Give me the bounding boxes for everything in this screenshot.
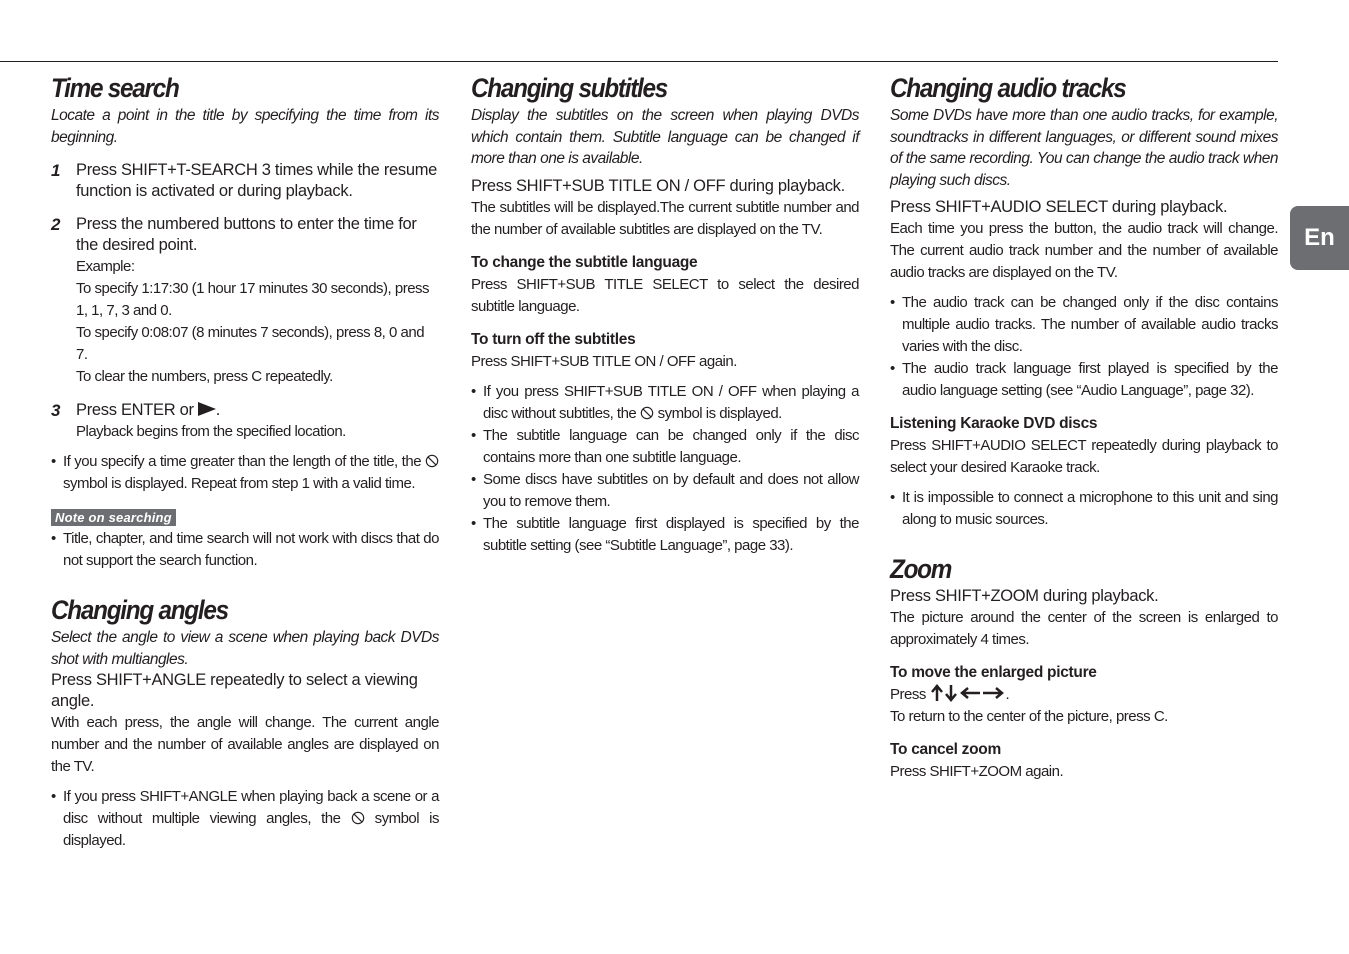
prohibited-icon [640,406,654,420]
time-search-heading: Time search [51,73,179,103]
audio-bullet: • The audio track language first played is specified by the audio language setting (see “Audio Language”, page 32). [890,358,1278,402]
move-picture-heading: To move the enlarged picture [890,664,1097,681]
time-search-intro: Locate a point in the title by specifying the time from its beginning. [51,107,439,146]
step-detail: To clear the numbers, press C repeatedly. [76,368,333,385]
subtitles-bullet [471,381,859,425]
column-right [890,72,1278,783]
step-number: 2 [51,215,61,234]
changing-subtitles-body: The subtitles will be displayed.The current subtitle number and the number of available subtitles are displayed on the TV. [471,198,859,238]
top-rule [0,61,1278,62]
changing-subtitles-lead: Press SHIFT+SUB TITLE ON / OFF during playback. [471,176,845,195]
step-text: Press ENTER or [76,401,194,419]
time-search-bullet [51,451,439,495]
move-press-text: Press [890,686,926,703]
turn-off-body: Press SHIFT+SUB TITLE ON / OFF again. [471,352,737,370]
changing-subtitles-heading: Changing subtitles [471,73,668,103]
step-text: Press the numbered buttons to enter the time for the desired point. [76,215,417,254]
step-detail: To specify 0:08:07 (8 minutes 7 seconds), press 8, 0 and 7. [76,324,425,363]
changing-audio-body: Each time you press the button, the audio track will change. The current audio track number and the number of available audio tracks are displayed on the TV. [890,220,1278,281]
step-3 [51,400,439,443]
step-number: 3 [51,401,61,420]
step-detail: To specify 1:17:30 (1 hour 17 minutes 30 seconds), press 1, 1, 7, 3 and 0. [76,280,430,319]
move-picture-body: To return to the center of the picture, press C. [890,708,1168,725]
note-bullet: • Title, chapter, and time search will not work with discs that do not support the search function. [51,528,439,572]
changing-subtitles-intro: Display the subtitles on the screen when playing DVDs which contain them. Subtitle language can be changed if more than one is available. [471,107,859,167]
bullet-text: symbol is displayed. [657,404,782,422]
bullet-text: If you specify a time greater than the length of the title, the [63,453,422,470]
step-2 [51,214,439,388]
change-language-heading: To change the subtitle language [471,253,698,271]
column-left [51,72,439,852]
changing-audio-intro: Some DVDs have more than one audio tracks, for example, soundtracks in different languages, or different sound mixes of the same recording. You can change the audio track when playing such discs. [890,107,1278,189]
turn-off-heading: To turn off the subtitles [471,330,636,348]
changing-audio-heading: Changing audio tracks [890,73,1126,103]
subtitles-bullet: • The subtitle language can be changed only if the disc contains more than one subtitle language. [471,425,859,469]
note-label: Note on searching [51,509,176,526]
bullet-text: symbol is displayed. Repeat from step 1 with a valid time. [63,475,415,492]
changing-angles-intro: Select the angle to view a scene when playing back DVDs shot with multiangles. [51,629,439,668]
changing-angles-bullet [51,786,439,852]
changing-angles-heading: Changing angles [51,595,228,625]
play-icon [198,402,216,416]
karaoke-body: Press SHIFT+AUDIO SELECT repeatedly during playback to select your desired Karaoke track. [890,437,1278,476]
changing-angles-lead: Press SHIFT+ANGLE repeatedly to select a viewing angle. [51,671,418,710]
direction-arrows-icon [930,684,1006,702]
language-tab [1290,206,1349,270]
changing-audio-lead: Press SHIFT+AUDIO SELECT during playback. [890,198,1228,216]
move-press-end: . [1005,686,1010,703]
language-tab-label: En [1304,224,1335,251]
cancel-zoom-body: Press SHIFT+ZOOM again. [890,763,1064,780]
audio-bullet: • The audio track can be changed only if the disc contains multiple audio tracks. The number of available audio tracks varies with the disc. [890,292,1278,358]
step-detail: Playback begins from the specified location. [76,423,346,440]
subtitles-bullet: • Some discs have subtitles on by default and does not allow you to remove them. [471,469,859,513]
step-number: 1 [51,161,61,180]
move-picture-line [890,684,1278,706]
change-language-body: Press SHIFT+SUB TITLE SELECT to select the desired subtitle language. [471,275,859,315]
zoom-body: The picture around the center of the screen is enlarged to approximately 4 times. [890,609,1278,648]
column-middle [471,72,859,557]
step-detail: Example: [76,258,135,275]
cancel-zoom-heading: To cancel zoom [890,741,1001,758]
karaoke-heading: Listening Karaoke DVD discs [890,415,1098,432]
step-text-end: . [215,401,221,419]
karaoke-bullet: • It is impossible to connect a microphone to this unit and sing along to music sources. [890,487,1278,531]
prohibited-icon [351,811,365,825]
step-text: Press SHIFT+T-SEARCH 3 times while the resume function is activated or during playback. [76,161,438,200]
bullet-text: symbol is displayed. [63,810,439,849]
bullet-text: If you press SHIFT+SUB TITLE ON / OFF when playing a disc without subtitles, the [483,382,859,422]
prohibited-icon [425,454,439,468]
zoom-heading: Zoom [890,554,952,584]
subtitles-bullet: • The subtitle language first displayed is specified by the subtitle setting (see “Subtitle Language”, page 33). [471,513,859,557]
zoom-lead: Press SHIFT+ZOOM during playback. [890,587,1159,605]
bullet-text: If you press SHIFT+ANGLE when playing back a scene or a disc without multiple viewing angles, the [63,788,439,827]
changing-angles-body: With each press, the angle will change. The current angle number and the number of available angles are displayed on the TV. [51,714,439,775]
step-1 [51,160,439,202]
